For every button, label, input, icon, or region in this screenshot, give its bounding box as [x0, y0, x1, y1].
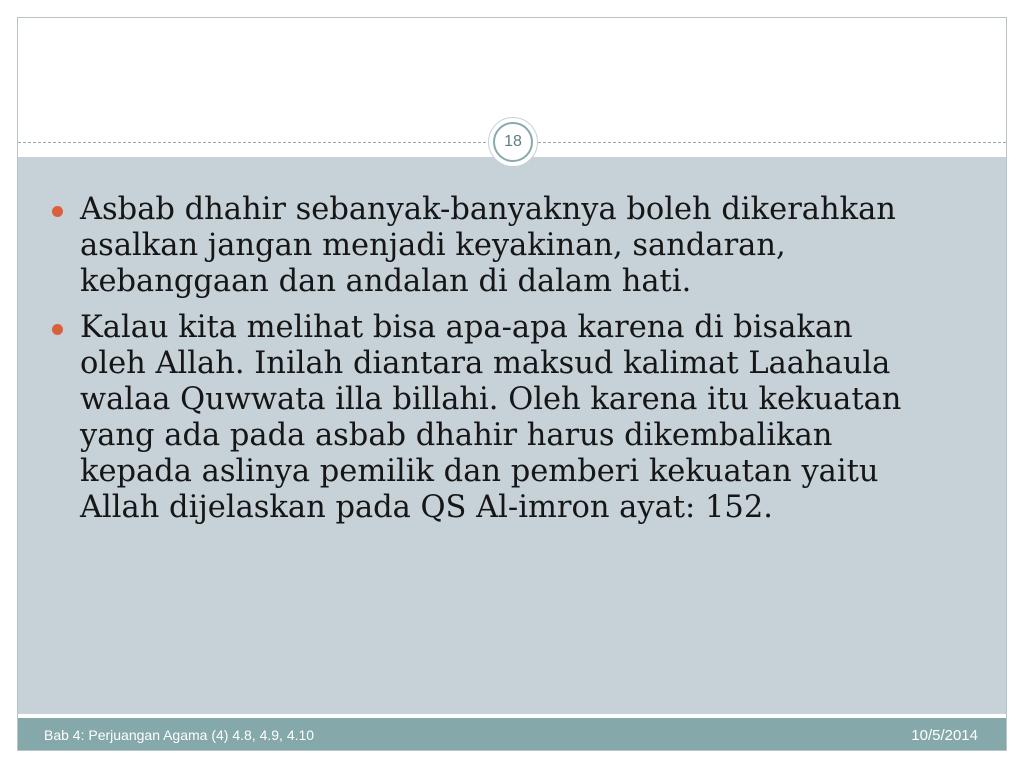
bullet-dot-icon: [52, 324, 63, 335]
bullet-item: [52, 310, 922, 526]
bullet-text: Kalau kita melihat bisa apa-apa karena di bisakan oleh Allah. Inilah diantara maksud kalimat Laahaula walaa Quwwata illa billahi. Oleh karena itu kekuatan yang ada pada asbab dhahir harus dikembalikan kepada aslinya pemilik dan pemberi kekuatan yaitu Allah dijelaskan pada QS Al-imron ayat: 152.: [80, 310, 902, 525]
slide-footer: [18, 718, 1006, 751]
slide-number-badge: [488, 117, 538, 167]
footer-date: 10/5/2014: [911, 727, 978, 744]
bullet-list: [52, 192, 922, 536]
bullet-text: Asbab dhahir sebanyak-banyaknya boleh dikerahkan asalkan jangan menjadi keyakinan, sandaran, kebanggaan dan andalan di dalam hati.: [80, 192, 896, 299]
bullet-dot-icon: [52, 206, 63, 217]
bullet-item: [52, 192, 922, 300]
footer-title: Bab 4: Perjuangan Agama (4) 4.8, 4.9, 4.10: [44, 727, 315, 743]
slide: [17, 17, 1007, 751]
slide-number: 18: [493, 122, 533, 162]
